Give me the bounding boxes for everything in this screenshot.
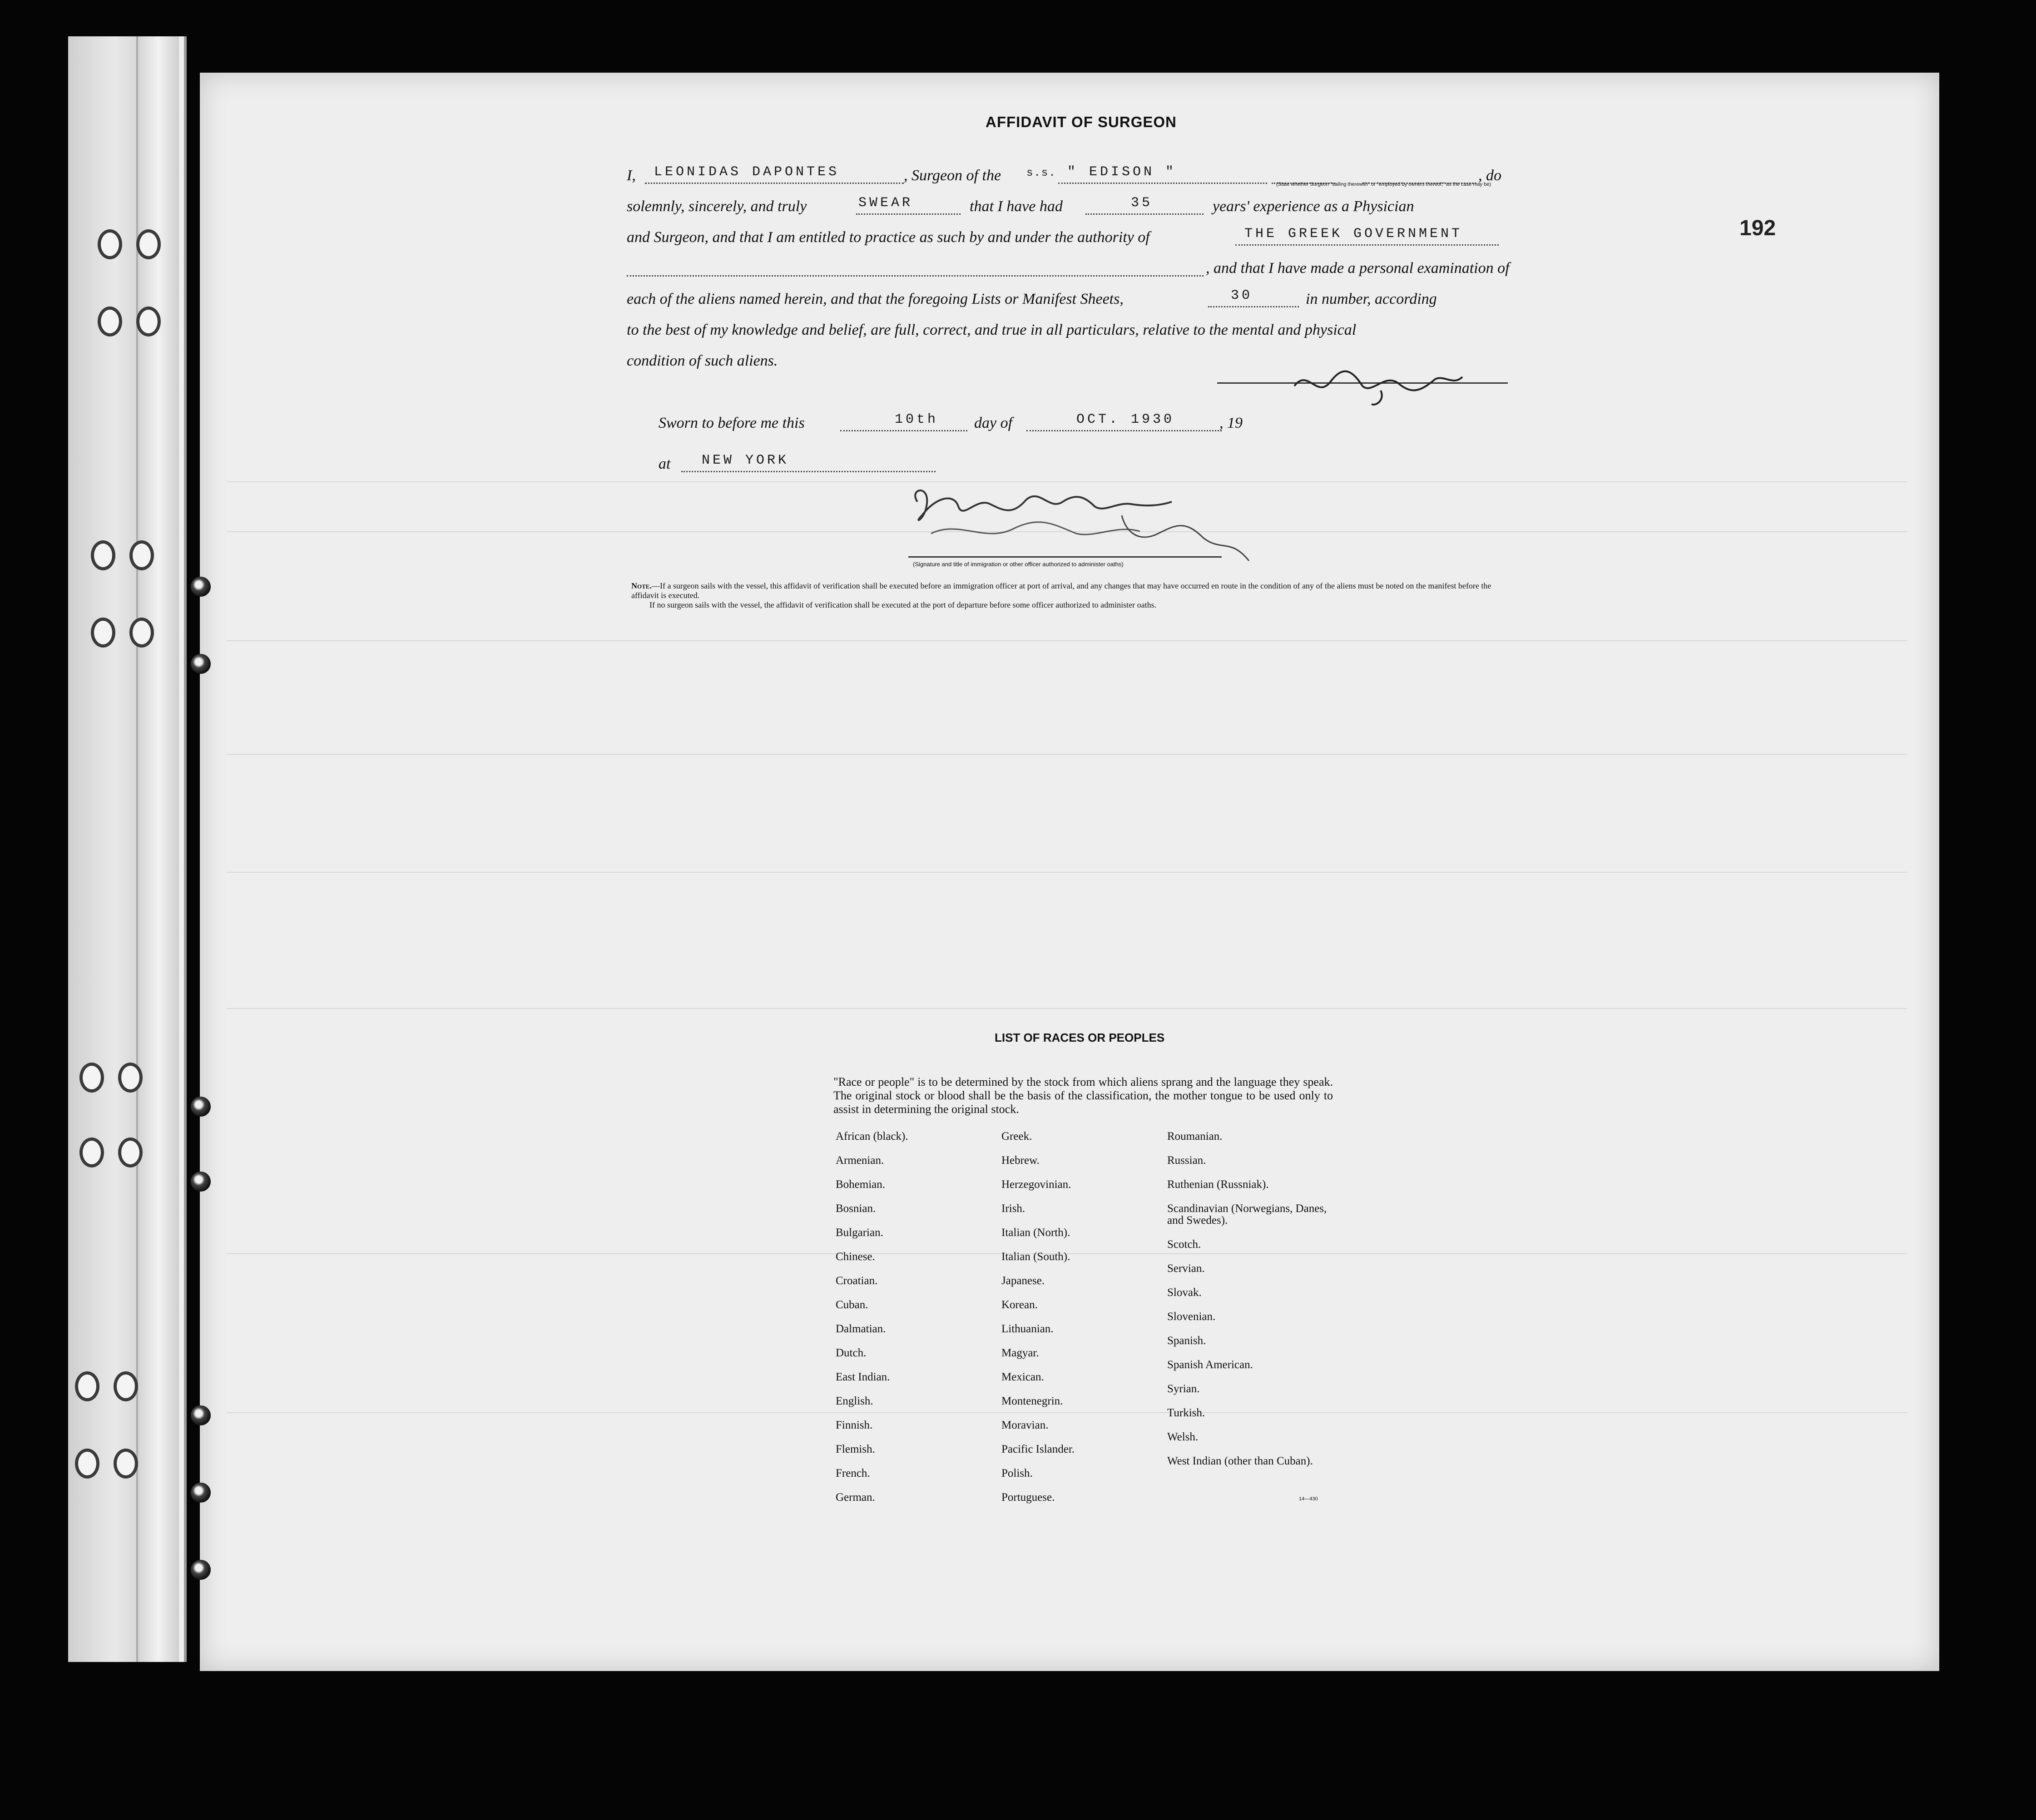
- race-item: Bosnian.: [836, 1202, 876, 1215]
- blank-line: [1235, 244, 1499, 246]
- punch-hole: [91, 618, 115, 648]
- surgeon-name: LEONIDAS DAPONTES: [654, 164, 840, 180]
- race-item: Pacific Islander.: [1001, 1443, 1075, 1455]
- rivet: [191, 654, 211, 674]
- races-definition: "Race or people" is to be determined by the stock from which aliens sprang and the language they speak. The original stock or blood shall be the basis of the classification, the mother tongue to be used only to assist in determining the original stock.: [833, 1075, 1333, 1116]
- race-item: Syrian.: [1167, 1383, 1200, 1395]
- blank-line: [840, 430, 967, 431]
- race-item: Spanish.: [1167, 1335, 1206, 1347]
- note-text: If no surgeon sails with the vessel, the affidavit of verification shall be executed at the port of departure before some officer authorized to administer oaths.: [649, 600, 1157, 609]
- punch-hole: [114, 1371, 138, 1401]
- affidavit-text: to the best of my knowledge and belief, are full, correct, and true in all particulars, relative to the mental and physical: [627, 321, 1357, 338]
- blank-line: [645, 183, 904, 184]
- affidavit-line-4: [627, 256, 1512, 283]
- punch-hole: [129, 618, 154, 648]
- race-item: French.: [836, 1467, 870, 1479]
- authority: THE GREEK GOVERNMENT: [1244, 226, 1463, 242]
- oath-word: SWEAR: [858, 195, 913, 211]
- race-item: Italian (South).: [1001, 1251, 1070, 1263]
- rivet: [191, 1483, 211, 1503]
- race-item: East Indian.: [836, 1371, 890, 1383]
- affidavit-text: that I have had: [970, 198, 1063, 215]
- race-item: Montenegrin.: [1001, 1395, 1063, 1407]
- punch-hole: [75, 1449, 99, 1479]
- rivet: [191, 1560, 211, 1580]
- race-item: Slovenian.: [1167, 1311, 1216, 1323]
- signature-caption: (Signature and title of immigration or other officer authorized to administer oaths): [913, 561, 1124, 568]
- punch-hole: [114, 1449, 138, 1479]
- blank-line: [856, 213, 961, 215]
- blank-line: [681, 471, 936, 472]
- race-item: Irish.: [1001, 1202, 1025, 1215]
- bleed-through-line: [227, 754, 1907, 755]
- race-item: Herzegovinian.: [1001, 1178, 1071, 1191]
- form-code: 14—430: [1299, 1496, 1318, 1502]
- race-item: Scandinavian (Norwegians, Danes, and Swedes).: [1167, 1202, 1327, 1227]
- blank-line: [1026, 430, 1222, 431]
- rivet: [191, 1097, 211, 1117]
- bleed-through-line: [227, 640, 1907, 641]
- race-item: Russian.: [1167, 1154, 1206, 1167]
- surgeon-status-note: (State whether Surgeon "sailing therewith" or "employed by owners thereof," as the case may be): [1276, 182, 1491, 187]
- race-item: Dalmatian.: [836, 1323, 886, 1335]
- races-column-2: [1001, 1131, 1165, 1516]
- race-item: Moravian.: [1001, 1419, 1049, 1431]
- sworn-place-line: [659, 452, 1544, 479]
- affidavit-title: AFFIDAVIT OF SURGEON: [986, 114, 1177, 130]
- vessel-name: " EDISON ": [1067, 164, 1177, 180]
- race-item: Turkish.: [1167, 1407, 1205, 1419]
- note-label: Note.: [631, 581, 652, 590]
- binder-spine: [68, 36, 187, 1662]
- race-item: Flemish.: [836, 1443, 875, 1455]
- race-item: Dutch.: [836, 1347, 867, 1359]
- race-item: African (black).: [836, 1130, 908, 1142]
- years-experience: 35: [1131, 195, 1153, 211]
- officer-signature-line: [908, 556, 1222, 558]
- race-item: Finnish.: [836, 1419, 873, 1431]
- bleed-through-line: [227, 872, 1907, 873]
- blank-line: [1208, 306, 1299, 307]
- affidavit-text: in number, according: [1306, 291, 1437, 307]
- affidavit-text: , do: [1478, 167, 1501, 184]
- punch-hole: [136, 229, 161, 259]
- punch-hole: [79, 1063, 104, 1093]
- race-item: Roumanian.: [1167, 1130, 1223, 1142]
- punch-hole: [118, 1138, 143, 1167]
- race-item: Ruthenian (Russniak).: [1167, 1178, 1269, 1191]
- affidavit-text: condition of such aliens.: [627, 352, 778, 369]
- rivet: [191, 1405, 211, 1425]
- punch-hole: [98, 307, 122, 336]
- sworn-month-year: OCT. 1930: [1076, 412, 1175, 427]
- affidavit-line-5: [627, 287, 1512, 314]
- affidavit-line-1: [627, 163, 1512, 191]
- affidavit-text: solemnly, sincerely, and truly: [627, 198, 807, 215]
- race-item: Croatian.: [836, 1275, 878, 1287]
- affidavit-note: [631, 581, 1517, 610]
- affidavit-text: , Surgeon of the: [904, 167, 1001, 184]
- races-list: [836, 1131, 1344, 1517]
- punch-hole: [129, 540, 154, 570]
- sworn-place: NEW YORK: [702, 453, 789, 468]
- race-item: Welsh.: [1167, 1431, 1199, 1443]
- punch-hole: [118, 1063, 143, 1093]
- blank-line: [1362, 183, 1476, 184]
- punch-hole: [98, 229, 122, 259]
- races-title: LIST OF RACES OR PEOPLES: [995, 1031, 1165, 1044]
- vessel-prefix: s.s.: [1026, 167, 1056, 179]
- punch-hole: [136, 307, 161, 336]
- sworn-line: [659, 411, 1544, 438]
- race-item: Polish.: [1001, 1467, 1033, 1479]
- race-item: Italian (North).: [1001, 1227, 1070, 1239]
- race-item: Bulgarian.: [836, 1227, 883, 1239]
- races-column-3: [1167, 1131, 1331, 1479]
- race-item: Hebrew.: [1001, 1154, 1040, 1167]
- affidavit-text: Sworn to before me this: [659, 415, 805, 431]
- race-item: Spanish American.: [1167, 1359, 1253, 1371]
- races-column-1: [836, 1131, 999, 1516]
- race-item: Armenian.: [836, 1154, 884, 1167]
- race-item: Chinese.: [836, 1251, 875, 1263]
- race-item: Korean.: [1001, 1299, 1038, 1311]
- blank-line: [627, 275, 1204, 277]
- race-item: Scotch.: [1167, 1238, 1201, 1251]
- affidavit-text: years' experience as a Physician: [1213, 198, 1414, 215]
- sworn-day: 10th: [895, 412, 939, 427]
- punch-hole: [75, 1371, 99, 1401]
- race-item: Bohemian.: [836, 1178, 886, 1191]
- surgeon-signature: [1290, 359, 1481, 409]
- punch-hole: [91, 540, 115, 570]
- rivet: [191, 577, 211, 597]
- note-text: —If a surgeon sails with the vessel, this affidavit of verification shall be executed before an immigration officer at port of arrival, and any changes that may have occurred en route in the condition of any of the aliens must be noted on the manifest before the affidavit is executed.: [631, 581, 1491, 600]
- race-item: German.: [836, 1491, 875, 1503]
- race-item: Greek.: [1001, 1130, 1032, 1142]
- affidavit-text: day of: [974, 415, 1013, 431]
- affidavit-text: I,: [627, 167, 636, 184]
- officer-signature: [904, 479, 1267, 574]
- manifest-sheet-count: 30: [1231, 288, 1253, 303]
- affidavit-text: , 19: [1219, 415, 1243, 431]
- race-item: Slovak.: [1167, 1286, 1202, 1299]
- race-item: Lithuanian.: [1001, 1323, 1054, 1335]
- binder-strip: [136, 36, 179, 1662]
- race-item: English.: [836, 1395, 873, 1407]
- affidavit-text: and Surgeon, and that I am entitled to practice as such by and under the authority of: [627, 229, 1150, 246]
- affidavit-text: each of the aliens named herein, and that the foregoing Lists or Manifest Sheets,: [627, 291, 1124, 307]
- blank-line: [1085, 213, 1204, 215]
- race-item: Magyar.: [1001, 1347, 1039, 1359]
- blank-line: [1058, 183, 1267, 184]
- affidavit-line-3: [627, 225, 1512, 252]
- affidavit-line-6: [627, 318, 1512, 345]
- race-item: Mexican.: [1001, 1371, 1044, 1383]
- punch-hole: [79, 1138, 104, 1167]
- race-item: Servian.: [1167, 1262, 1205, 1275]
- race-item: Portuguese.: [1001, 1491, 1055, 1503]
- affidavit-text: at: [659, 455, 671, 472]
- bleed-through-line: [227, 1008, 1907, 1009]
- page-number: 192: [1739, 216, 1776, 240]
- rivet: [191, 1172, 211, 1192]
- affidavit-text: , and that I have made a personal examination of: [1206, 260, 1510, 277]
- affidavit-line-2: [627, 194, 1512, 222]
- race-item: West Indian (other than Cuban).: [1167, 1455, 1313, 1467]
- race-item: Cuban.: [836, 1299, 868, 1311]
- race-item: Japanese.: [1001, 1275, 1045, 1287]
